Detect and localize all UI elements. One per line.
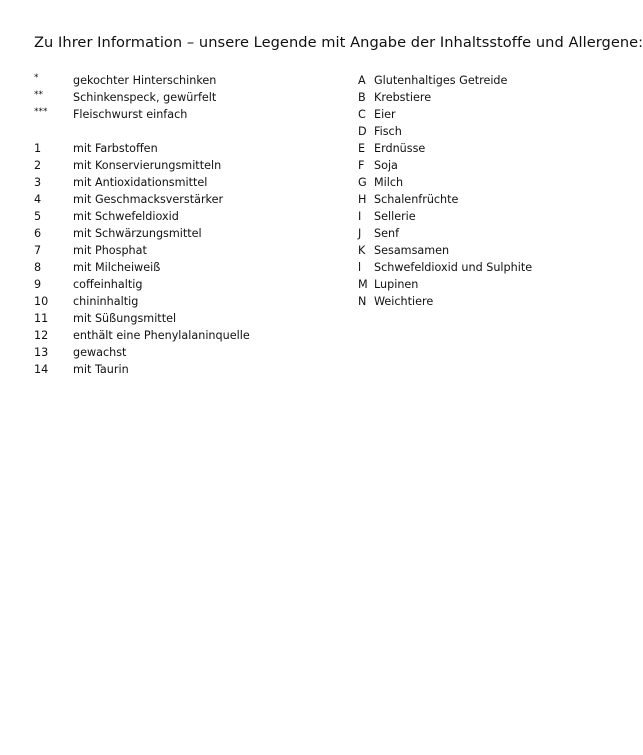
page-title: Zu Ihrer Information – unsere Legende mit Angabe der Inhaltsstoffe und Allergene: [34, 34, 643, 51]
legend-text: mit Konservierungsmitteln [73, 159, 222, 172]
legend-key: I [358, 210, 362, 223]
legend-key: 5 [34, 210, 42, 223]
legend-key: J [358, 227, 362, 240]
legend-key: 11 [34, 312, 49, 325]
legend-text: mit Phosphat [73, 244, 147, 257]
legend-key: * [34, 73, 39, 83]
legend-text: Sellerie [374, 210, 416, 223]
legend-key: l [358, 261, 362, 274]
legend-text: Fisch [374, 125, 402, 138]
legend-text: chininhaltig [73, 295, 139, 308]
legend-key: B [358, 91, 366, 104]
additive-legend-item [34, 310, 334, 327]
legend-key: M [358, 278, 368, 291]
legend-text: Soja [374, 159, 398, 172]
legend-key: 7 [34, 244, 42, 257]
legend-text: coffeinhaltig [73, 278, 143, 291]
legend-text: mit Geschmacksverstärker [73, 193, 224, 206]
legend-text: mit Farbstoffen [73, 142, 158, 155]
legend-text: mit Taurin [73, 363, 129, 376]
additive-legend-item [34, 259, 334, 276]
legend-key: 10 [34, 295, 49, 308]
legend-key: A [358, 74, 366, 87]
legend-text: Weichtiere [374, 295, 434, 308]
meat-legend-item [34, 72, 334, 89]
legend-key: 4 [34, 193, 42, 206]
legend-text: mit Milcheiweiß [73, 261, 161, 274]
allergen-legend-item [358, 72, 558, 89]
legend-text: Sesamsamen [374, 244, 450, 257]
legend-text: Erdnüsse [374, 142, 426, 155]
additive-legend-item [34, 140, 334, 157]
legend-text: Glutenhaltiges Getreide [374, 74, 508, 87]
legend-text: mit Schwärzungsmittel [73, 227, 202, 240]
legend-text: mit Antioxidationsmittel [73, 176, 208, 189]
meat-legend-item [34, 106, 334, 123]
legend-key: 1 [34, 142, 42, 155]
legend-text: Krebstiere [374, 91, 432, 104]
allergen-legend-item [358, 174, 558, 191]
legend-key: 6 [34, 227, 42, 240]
additive-legend-item [34, 157, 334, 174]
allergen-legend-item [358, 191, 558, 208]
allergen-legend-item [358, 242, 558, 259]
legend-left-column [34, 72, 334, 378]
allergen-legend-item [358, 259, 558, 276]
legend-text: Lupinen [374, 278, 419, 291]
legend-text: Fleischwurst einfach [73, 108, 188, 121]
legend-text: Milch [374, 176, 404, 189]
legend-text: Schalenfrüchte [374, 193, 459, 206]
legend-text: mit Schwefeldioxid [73, 210, 179, 223]
legend-text: enthält eine Phenylalaninquelle [73, 329, 250, 342]
additive-legend-item [34, 361, 334, 378]
allergen-legend-item [358, 293, 558, 310]
legend-key: 14 [34, 363, 49, 376]
additive-legend-item [34, 191, 334, 208]
additive-legend-item [34, 208, 334, 225]
legend-text: mit Süßungsmittel [73, 312, 177, 325]
allergen-legend-item [358, 140, 558, 157]
allergen-legend-item [358, 225, 558, 242]
legend-key: H [358, 193, 367, 206]
allergen-legend-item [358, 123, 558, 140]
legend-key: 3 [34, 176, 42, 189]
legend-key: *** [34, 107, 48, 117]
legend-text: Schwefeldioxid und Sulphite [374, 261, 533, 274]
legend-key: 13 [34, 346, 49, 359]
meat-legend-list [34, 72, 334, 123]
additive-legend-item [34, 327, 334, 344]
legend-key: C [358, 108, 366, 121]
allergen-legend-item [358, 106, 558, 123]
additive-legend-item [34, 344, 334, 361]
legend-text: gewachst [73, 346, 127, 359]
legend-text: Eier [374, 108, 396, 121]
allergen-legend-item [358, 157, 558, 174]
legend-key: E [358, 142, 366, 155]
additive-legend-item [34, 293, 334, 310]
additive-legend-item [34, 276, 334, 293]
additive-legend-item [34, 174, 334, 191]
legend-key: ** [34, 90, 43, 100]
legend-key: 2 [34, 159, 42, 172]
allergen-legend-item [358, 276, 558, 293]
legend-key: N [358, 295, 367, 308]
additive-legend-item [34, 242, 334, 259]
legend-key: 8 [34, 261, 42, 274]
legend-key: D [358, 125, 367, 138]
legend-key: K [358, 244, 366, 257]
legend-key: 9 [34, 278, 42, 291]
legend-text: Senf [374, 227, 400, 240]
legend-key: F [358, 159, 365, 172]
allergen-legend-item [358, 89, 558, 106]
legend-key: 12 [34, 329, 49, 342]
additive-legend-item [34, 225, 334, 242]
legend-text: Schinkenspeck, gewürfelt [73, 91, 217, 104]
additives-legend-list [34, 140, 334, 378]
legend-key: G [358, 176, 367, 189]
allergen-legend-item [358, 208, 558, 225]
legend-text: gekochter Hinterschinken [73, 74, 217, 87]
spacer [34, 123, 334, 140]
meat-legend-item [34, 89, 334, 106]
allergens-legend-list [358, 72, 558, 310]
